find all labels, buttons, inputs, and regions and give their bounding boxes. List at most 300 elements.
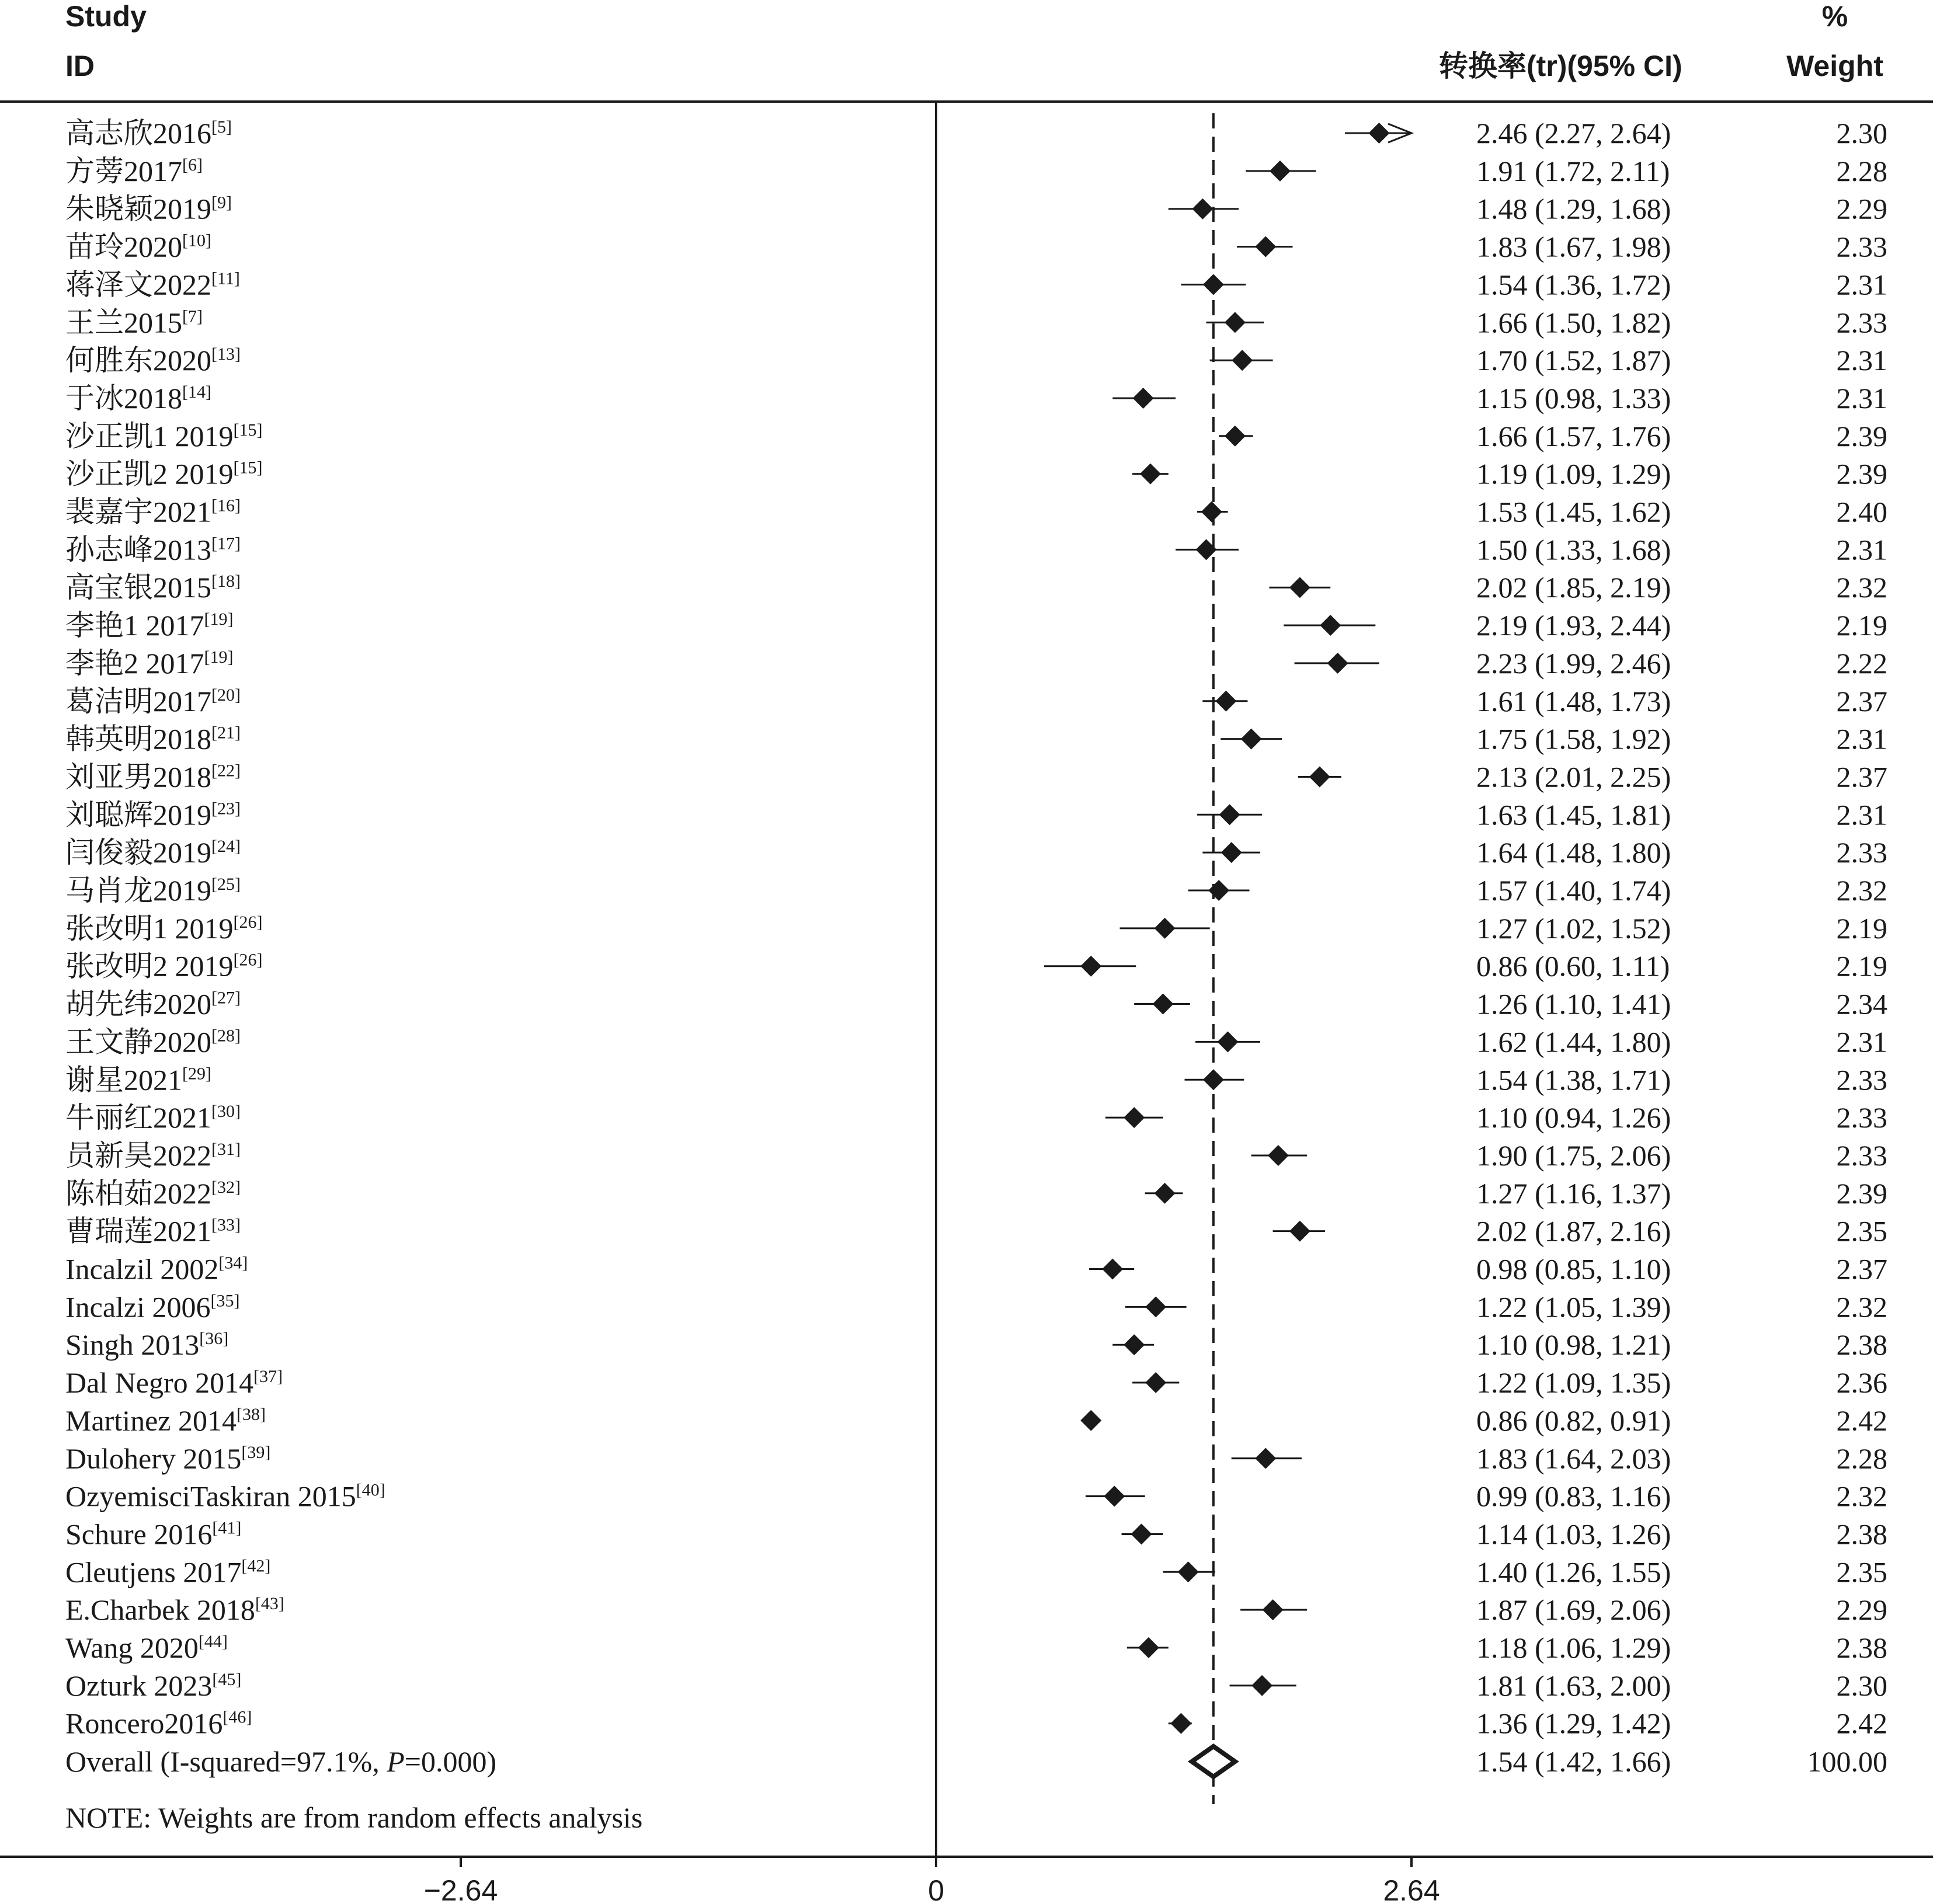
study-name: 朱晓颖2019 [65,192,211,225]
ci-text: 1.64 (1.48, 1.80) [1476,836,1671,869]
study-row [65,571,1887,604]
weight-text: 2.19 [1836,911,1887,945]
study-row [65,231,1887,263]
study-row [65,420,1887,452]
point-estimate [1219,804,1240,825]
ci-text: 1.15 (0.98, 1.33) [1476,381,1671,415]
ci-text: 1.54 (1.36, 1.72) [1476,268,1671,301]
study-row [65,193,1887,225]
study-ref: [18] [211,572,241,591]
weight-text: 2.38 [1836,1631,1887,1664]
study-row [65,1517,1887,1550]
study-name: 沙正凯1 2019 [65,419,234,452]
study-ref: [16] [211,496,241,516]
study-ref: [20] [211,685,241,705]
ci-text: 1.66 (1.57, 1.76) [1476,419,1671,452]
study-label [65,1101,241,1134]
point-estimate [1178,1561,1199,1582]
study-label [65,950,262,983]
study-name: 谢星2021 [65,1063,182,1097]
study-ref: [11] [211,269,240,288]
weight-text: 2.31 [1836,533,1887,566]
study-row [65,609,1887,642]
study-ref: [14] [182,382,211,402]
study-label [65,1669,241,1702]
study-name: 葛洁明2017 [65,684,211,718]
weight-text: 2.32 [1836,1480,1887,1513]
study-name: OzyemisciTaskiran 2015 [65,1480,356,1513]
weight-text: 2.35 [1836,1555,1887,1589]
point-estimate [1309,766,1330,787]
ci-text: 0.98 (0.85, 1.10) [1476,1252,1671,1286]
point-estimate [1241,729,1262,750]
weight-text: 2.38 [1836,1328,1887,1362]
study-label [65,571,241,604]
study-ref: [33] [211,1215,241,1235]
ci-text: 0.99 (0.83, 1.16) [1476,1480,1671,1513]
ci-text: 1.36 (1.29, 1.42) [1476,1707,1671,1740]
study-label [65,1631,228,1664]
study-label [65,306,203,339]
study-ref: [19] [204,610,234,629]
point-estimate [1153,994,1174,1015]
ci-text: 1.83 (1.67, 1.98) [1476,230,1671,263]
study-name: 于冰2018 [65,381,182,415]
study-ref: [46] [222,1707,252,1727]
study-row [65,647,1887,680]
study-label [65,798,241,831]
overall-row [65,1745,1887,1778]
study-label [65,1253,248,1286]
ci-text: 1.54 (1.38, 1.71) [1476,1063,1671,1097]
header-weight-percent: % [1821,0,1848,33]
study-ref: [15] [233,420,263,440]
study-ref: [23] [211,799,241,819]
weight-text: 2.31 [1836,798,1887,831]
study-name: 牛丽红2021 [65,1101,211,1134]
study-label [65,1480,385,1513]
study-name: 裴嘉宇2021 [65,495,211,528]
study-row [65,1631,1887,1664]
weight-text: 2.33 [1836,1063,1887,1097]
study-row [65,1480,1887,1513]
study-label [65,1707,252,1740]
study-label [65,723,241,756]
point-estimate [1155,918,1176,939]
study-name: 张改明2 2019 [65,949,234,983]
overall-weight: 100.00 [1807,1745,1887,1778]
study-ref: [13] [211,344,241,364]
ci-text: 1.66 (1.50, 1.82) [1476,306,1671,339]
weight-text: 2.42 [1836,1404,1887,1437]
study-row [65,836,1887,869]
study-label [65,231,211,263]
study-ref: [27] [211,988,241,1008]
study-row [65,458,1887,490]
study-name: 李艳2 2017 [65,646,204,680]
point-estimate [1155,1183,1176,1204]
study-label [65,1366,283,1399]
study-name: 刘亚男2018 [65,760,211,793]
point-estimate [1145,1296,1166,1317]
study-label [65,268,240,301]
study-row [65,496,1887,528]
study-label [65,1063,211,1096]
point-estimate [1369,123,1390,144]
point-estimate [1124,1334,1145,1355]
study-row [65,988,1887,1021]
study-label [65,1215,241,1248]
ci-text: 1.91 (1.72, 2.11) [1476,154,1670,187]
study-name: Singh 2013 [65,1328,200,1362]
study-ref: [17] [211,534,241,554]
weight-text: 2.33 [1836,230,1887,263]
ci-text: 1.62 (1.44, 1.80) [1476,1025,1671,1059]
study-row [65,950,1887,983]
weight-text: 2.28 [1836,154,1887,187]
ci-text: 1.18 (1.06, 1.29) [1476,1631,1671,1664]
study-row [65,117,1887,149]
study-name: Cleutjens 2017 [65,1555,242,1589]
study-name: 王兰2015 [65,306,182,339]
study-label [65,382,211,415]
study-name: Schure 2016 [65,1517,213,1551]
weight-text: 2.39 [1836,457,1887,490]
study-row [65,268,1887,301]
point-estimate [1080,1410,1101,1431]
study-row [65,1290,1887,1323]
weight-text: 2.33 [1836,1101,1887,1134]
ci-text: 1.57 (1.40, 1.74) [1476,874,1671,907]
weight-text: 2.31 [1836,268,1887,301]
point-estimate [1218,1031,1239,1052]
point-estimate [1289,1221,1310,1242]
study-row [65,685,1887,718]
weight-text: 2.28 [1836,1442,1887,1475]
study-ref: [37] [253,1367,283,1387]
point-estimate [1251,1675,1272,1696]
study-label [65,609,233,642]
study-name: Incalzi 2006 [65,1290,211,1324]
study-row [65,1669,1887,1702]
study-row [65,1215,1887,1248]
header-weight: Weight [1786,50,1883,82]
weight-text: 2.19 [1836,609,1887,642]
weight-text: 2.37 [1836,684,1887,718]
ci-text: 1.81 (1.63, 2.00) [1476,1669,1671,1702]
study-ref: [41] [212,1518,242,1538]
weight-text: 2.31 [1836,1025,1887,1059]
study-ref: [26] [233,912,263,932]
ci-text: 1.22 (1.05, 1.39) [1476,1290,1671,1324]
point-estimate [1255,1448,1276,1469]
study-label [65,685,241,718]
study-label [65,760,241,793]
point-estimate [1268,1145,1289,1166]
overall-label: Overall (I-squared=97.1%, P=0.000) [65,1745,497,1778]
weight-text: 2.31 [1836,344,1887,377]
point-estimate [1102,1259,1123,1280]
study-label [65,193,232,225]
study-name: Martinez 2014 [65,1404,237,1437]
ci-text: 1.75 (1.58, 1.92) [1476,722,1671,756]
point-estimate [1138,1637,1159,1658]
point-estimate [1232,350,1253,371]
study-label [65,1025,241,1058]
study-label [65,155,203,187]
weight-text: 2.31 [1836,381,1887,415]
point-estimate [1192,199,1213,220]
ci-text: 2.02 (1.87, 2.16) [1476,1214,1671,1248]
study-label [65,1593,284,1626]
weight-text: 2.29 [1836,192,1887,225]
study-name: Roncero2016 [65,1707,223,1740]
point-estimate [1080,956,1101,977]
point-estimate [1208,880,1229,901]
weight-text: 2.38 [1836,1517,1887,1551]
weight-text: 2.22 [1836,646,1887,680]
x-tick-label: 2.64 [1383,1874,1440,1904]
header-study: Study [65,0,147,33]
study-ref: [6] [182,155,203,175]
study-name: 方蒡2017 [65,154,182,187]
study-label [65,533,241,566]
ci-text: 1.40 (1.26, 1.55) [1476,1555,1671,1589]
study-name: 张改明1 2019 [65,911,234,945]
point-estimate [1203,1069,1224,1090]
ci-text: 1.26 (1.10, 1.41) [1476,987,1671,1021]
study-name: E.Charbek 2018 [65,1593,255,1627]
study-label [65,344,241,377]
study-label [65,496,241,528]
weight-text: 2.37 [1836,760,1887,793]
study-row [65,723,1887,756]
point-estimate [1225,426,1246,447]
study-label [65,420,262,452]
ci-text: 0.86 (0.60, 1.11) [1476,949,1670,983]
study-ref: [26] [233,950,263,970]
study-name: 沙正凯2 2019 [65,457,234,490]
ci-text: 2.19 (1.93, 2.44) [1476,609,1671,642]
study-name: 何胜东2020 [65,344,211,377]
study-ref: [36] [199,1329,229,1349]
point-estimate [1140,464,1161,485]
weight-text: 2.30 [1836,1669,1887,1702]
study-label [65,458,262,490]
study-name: 曹瑞莲2021 [65,1214,211,1248]
study-row [65,1139,1887,1172]
weight-text: 2.42 [1836,1707,1887,1740]
study-row [65,760,1887,793]
point-estimate [1270,161,1291,182]
study-ref: [38] [236,1404,266,1424]
point-estimate [1255,236,1276,257]
study-row [65,1366,1887,1399]
point-estimate [1124,1107,1145,1128]
ci-text: 2.13 (2.01, 2.25) [1476,760,1671,793]
study-name: 高志欣2016 [65,117,211,149]
weight-text: 2.33 [1836,1139,1887,1172]
ci-text: 2.23 (1.99, 2.46) [1476,646,1671,680]
study-row [65,1442,1887,1475]
study-name: 闫俊毅2019 [65,836,211,869]
weight-text: 2.40 [1836,495,1887,528]
point-estimate [1133,388,1154,409]
ci-text: 1.22 (1.09, 1.35) [1476,1366,1671,1400]
study-label [65,874,241,907]
study-ref: [7] [182,307,203,326]
x-axis [424,1857,1440,1904]
weight-text: 2.33 [1836,306,1887,339]
study-label [65,836,241,869]
point-estimate [1221,842,1242,863]
study-row [65,1101,1887,1134]
study-name: 员新昊2022 [65,1139,211,1172]
study-name: Wang 2020 [65,1631,199,1664]
ci-text: 1.48 (1.29, 1.68) [1476,192,1671,225]
ci-text: 1.27 (1.02, 1.52) [1476,911,1671,945]
study-rows [65,117,1887,1740]
study-row [65,1025,1887,1058]
study-ref: [34] [218,1253,248,1273]
study-ref: [10] [182,231,211,250]
study-ref: [28] [211,1026,241,1046]
study-name: Ozturk 2023 [65,1669,213,1702]
study-row [65,874,1887,907]
study-ref: [19] [204,647,234,667]
study-name: 高宝银2015 [65,571,211,604]
study-label [65,117,232,149]
study-ref: [15] [233,458,263,478]
ci-text: 1.19 (1.09, 1.29) [1476,457,1671,490]
study-row [65,1063,1887,1096]
study-name: 陈柏茹2022 [65,1176,211,1210]
study-row [65,344,1887,377]
study-label [65,912,262,945]
header-id: ID [65,50,95,82]
point-estimate [1201,502,1222,523]
study-ref: [35] [210,1291,240,1311]
overall-ci-text: 1.54 (1.42, 1.66) [1476,1745,1671,1778]
point-estimate [1203,274,1224,295]
study-ref: [29] [182,1064,211,1084]
study-row [65,1328,1887,1361]
ci-text: 1.90 (1.75, 2.06) [1476,1139,1671,1172]
ci-text: 1.87 (1.69, 2.06) [1476,1593,1671,1627]
x-tick-label: 0 [928,1874,944,1904]
point-estimate [1263,1599,1284,1620]
study-name: Incalzil 2002 [65,1252,219,1286]
study-ref: [9] [211,193,232,213]
weight-text: 2.39 [1836,419,1887,452]
ci-text: 1.10 (0.94, 1.26) [1476,1101,1671,1134]
study-ref: [21] [211,723,241,743]
study-label [65,1139,241,1172]
ci-text: 1.14 (1.03, 1.26) [1476,1517,1671,1551]
study-label [65,1404,266,1437]
point-estimate [1327,653,1348,674]
study-name: 马肖龙2019 [65,874,211,907]
weight-text: 2.19 [1836,949,1887,983]
ci-text: 1.10 (0.98, 1.21) [1476,1328,1671,1362]
weight-text: 2.32 [1836,874,1887,907]
study-name: 李艳1 2017 [65,609,204,642]
study-row [65,798,1887,831]
study-name: 胡先纬2020 [65,987,211,1021]
point-estimate [1225,312,1246,333]
ci-text: 1.61 (1.48, 1.73) [1476,684,1671,718]
point-estimate [1104,1486,1125,1507]
overall-diamond [1192,1746,1235,1777]
study-name: 刘聪辉2019 [65,798,211,831]
point-estimate [1215,691,1236,712]
weight-text: 2.33 [1836,836,1887,869]
study-row [65,1593,1887,1626]
study-ref: [30] [211,1102,241,1122]
study-ref: [39] [241,1442,271,1462]
weights-note: NOTE: Weights are from random effects analysis [65,1801,643,1834]
study-ref: [31] [211,1139,241,1159]
study-label [65,647,233,680]
ci-text: 2.02 (1.85, 2.19) [1476,571,1671,604]
ci-text: 1.83 (1.64, 2.03) [1476,1442,1671,1475]
study-ref: [32] [211,1177,241,1197]
weight-text: 2.36 [1836,1366,1887,1400]
ci-text: 1.63 (1.45, 1.81) [1476,798,1671,831]
ci-text: 2.46 (2.27, 2.64) [1476,117,1671,149]
study-name: 蒋泽文2022 [65,268,211,301]
weight-text: 2.29 [1836,1593,1887,1627]
point-estimate [1320,615,1341,636]
study-ref: [24] [211,837,241,857]
study-row [65,1555,1887,1588]
study-name: 王文静2020 [65,1025,211,1059]
weight-text: 2.30 [1836,117,1887,149]
study-row [65,382,1887,415]
point-estimate [1145,1372,1166,1393]
point-estimate [1131,1523,1152,1544]
study-label [65,1555,270,1588]
study-name: 孙志峰2013 [65,533,211,566]
point-estimate [1170,1713,1191,1734]
weight-text: 2.37 [1836,1252,1887,1286]
study-name: Dal Negro 2014 [65,1366,254,1400]
study-row [65,1404,1887,1437]
weight-text: 2.32 [1836,1290,1887,1324]
ci-text: 1.70 (1.52, 1.87) [1476,344,1671,377]
study-ref: [22] [211,761,241,781]
weight-text: 2.32 [1836,571,1887,604]
study-row [65,1253,1887,1286]
study-label [65,1328,228,1361]
study-row [65,1707,1887,1740]
study-name: 韩英明2018 [65,722,211,756]
study-label [65,1442,270,1475]
study-ref: [40] [356,1480,385,1500]
study-ref: [5] [211,117,232,137]
weight-text: 2.35 [1836,1214,1887,1248]
ci-text: 1.27 (1.16, 1.37) [1476,1176,1671,1210]
weight-text: 2.39 [1836,1176,1887,1210]
study-ref: [43] [255,1594,284,1614]
study-row [65,306,1887,339]
ci-text: 0.86 (0.82, 0.91) [1476,1404,1671,1437]
study-label [65,1177,241,1210]
point-estimate [1289,577,1310,598]
study-label [65,988,241,1021]
study-label [65,1517,241,1550]
ci-text: 1.50 (1.33, 1.68) [1476,533,1671,566]
